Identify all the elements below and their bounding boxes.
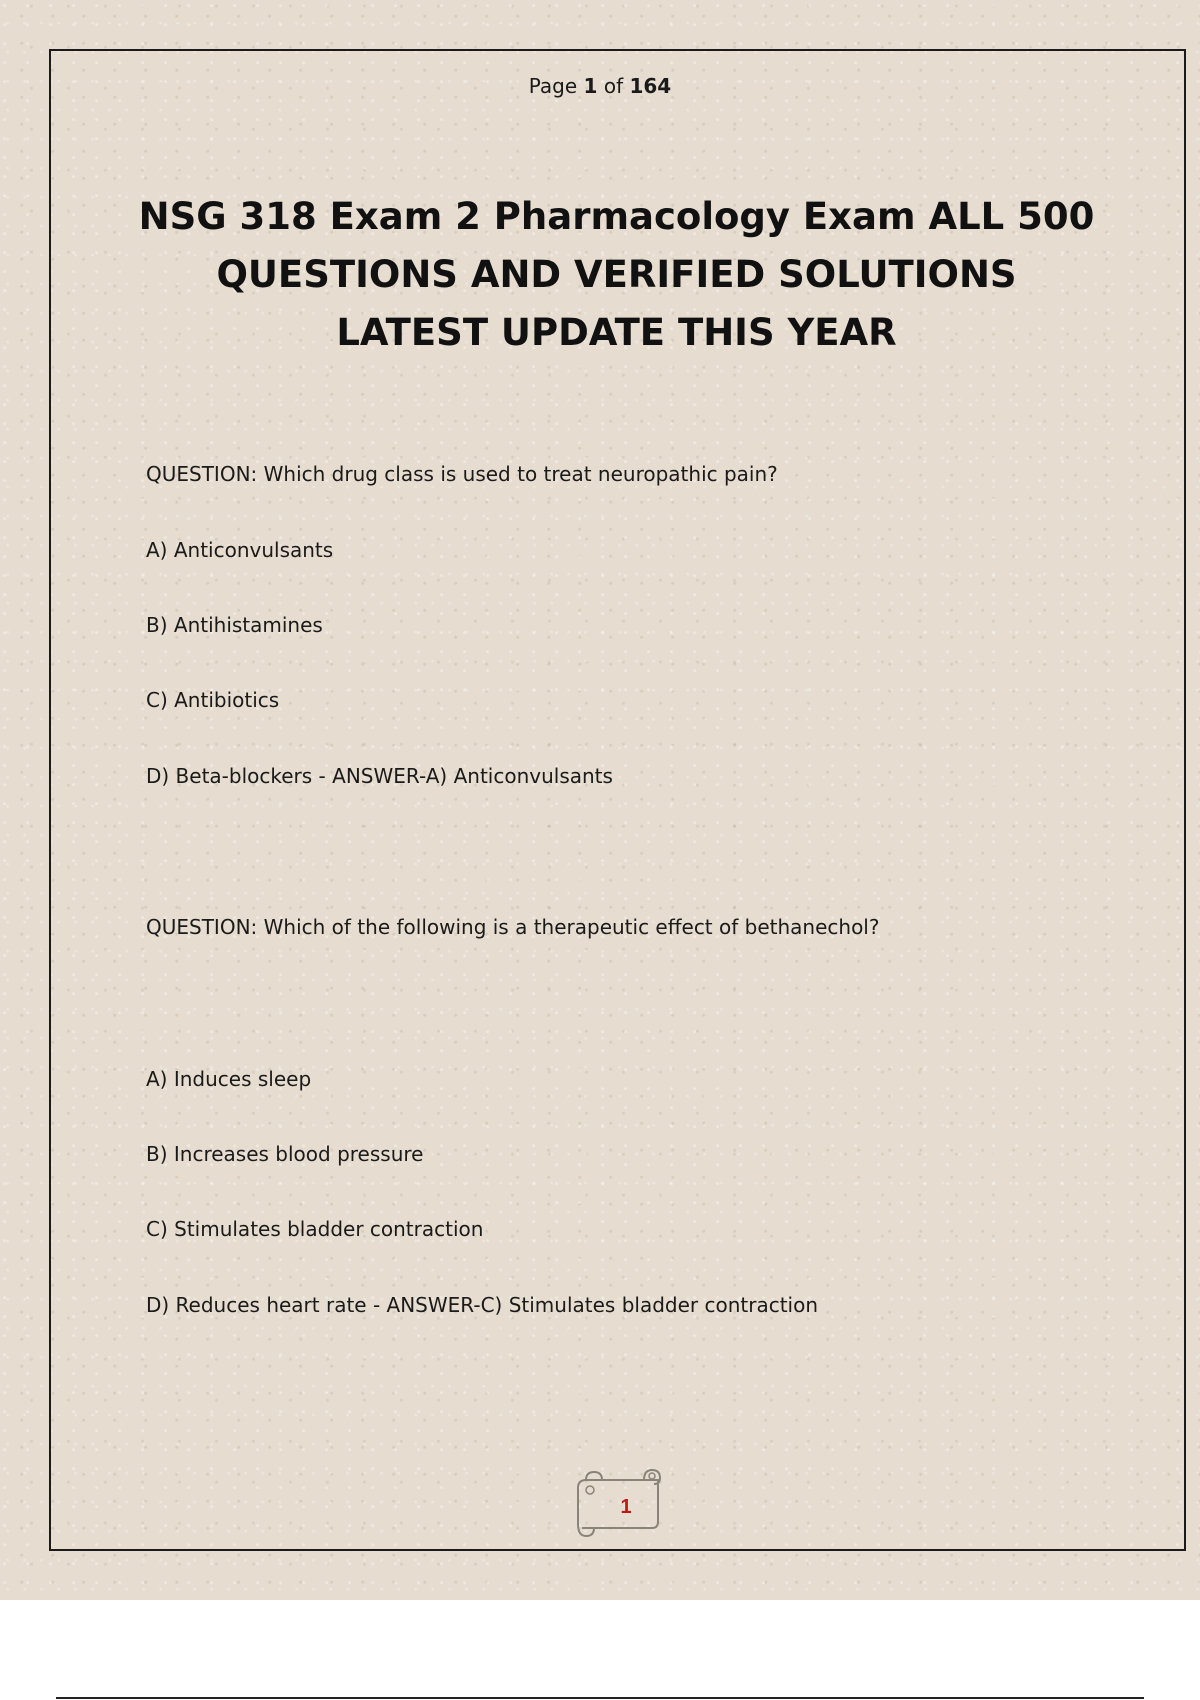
title-line-1: NSG 318 Exam 2 Pharmacology Exam ALL 500	[138, 195, 1095, 238]
option-d-answer: D) Reduces heart rate - ANSWER-C) Stimulates bladder contraction	[146, 1293, 819, 1317]
title-line-3: LATEST UPDATE THIS YEAR	[336, 311, 897, 354]
option-c: C) Antibiotics	[146, 688, 280, 712]
option-b: B) Antihistamines	[146, 613, 323, 637]
option-b: B) Increases blood pressure	[146, 1142, 424, 1166]
page-number: 1	[620, 1496, 632, 1518]
question-text: QUESTION: Which drug class is used to treat neuropathic pain?	[146, 462, 778, 486]
bottom-divider	[56, 1697, 1144, 1699]
page-total: 164	[629, 74, 672, 98]
document-title	[120, 188, 1113, 362]
page-prefix: Page	[528, 74, 578, 98]
title-line-2: QUESTIONS AND VERIFIED SOLUTIONS	[216, 253, 1017, 296]
page-indicator	[0, 74, 1200, 98]
question-text: QUESTION: Which of the following is a therapeutic effect of bethanechol?	[146, 915, 880, 939]
option-c: C) Stimulates bladder contraction	[146, 1217, 484, 1241]
page-number-scroll	[558, 1464, 670, 1544]
option-a: A) Anticonvulsants	[146, 538, 334, 562]
option-d-answer: D) Beta-blockers - ANSWER-A) Anticonvulsants	[146, 764, 613, 788]
page-current: 1	[583, 74, 598, 98]
page-of: of	[603, 74, 624, 98]
option-a: A) Induces sleep	[146, 1067, 312, 1091]
